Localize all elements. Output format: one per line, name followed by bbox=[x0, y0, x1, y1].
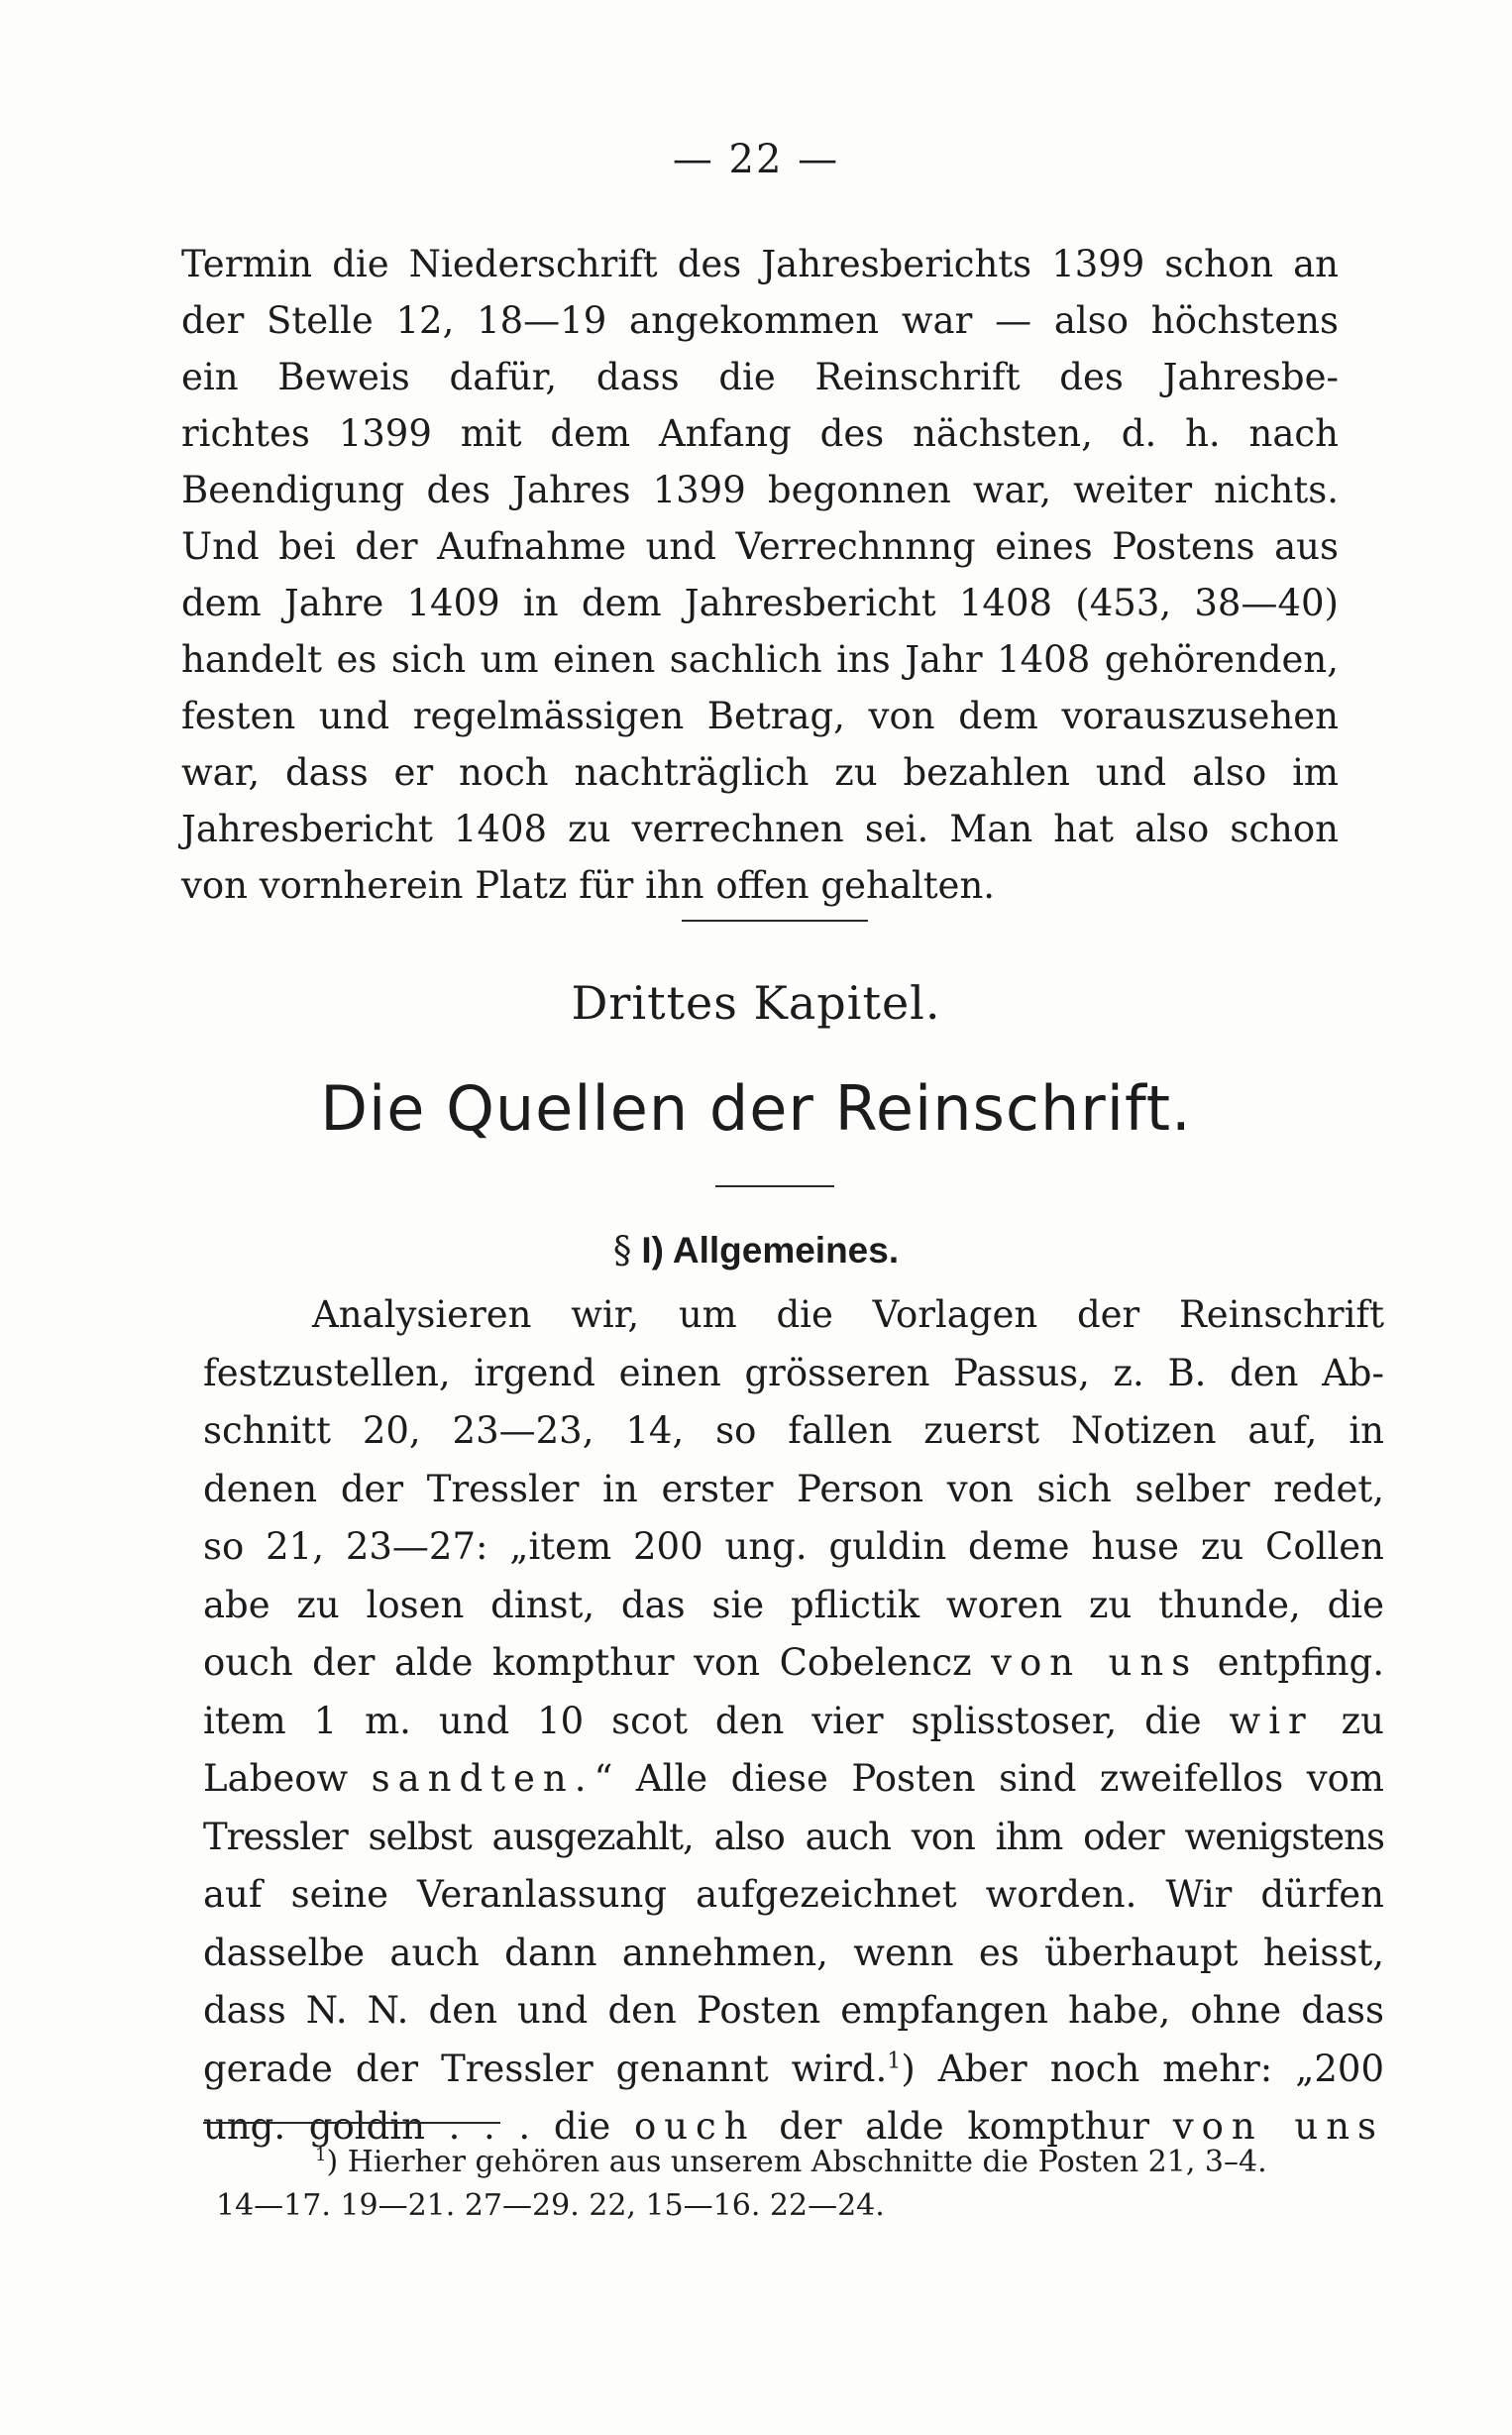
text-line: festzustellen, irgend einen grösseren Passus, z. B. den Ab- bbox=[203, 1351, 1384, 1394]
emphasis-spaced: ouch bbox=[633, 2105, 756, 2148]
page-number: — 22 — bbox=[672, 137, 840, 182]
text-line: richtes 1399 mit dem Anfang des nächsten, d. h. nach bbox=[181, 412, 1339, 455]
text-line: dem Jahre 1409 in dem Jahresbericht 1408 (453, 38—40) bbox=[181, 582, 1339, 624]
footnote-line: 14—17. 19—21. 27—29. 22, 15—16. 22—24. bbox=[216, 2188, 885, 2223]
text-line: auf seine Veranlassung aufgezeichnet worden. Wir dürfen bbox=[203, 1873, 1384, 1916]
section-heading bbox=[0, 1229, 1512, 1272]
text-line: war, dass er noch nachträglich zu bezahlen und also im bbox=[181, 751, 1339, 794]
text-run: ) Aber noch mehr: „200 bbox=[901, 2047, 1384, 2090]
footnote-text: ) Hierher gehören aus unserem Abschnitte die Posten 21, 3–4. bbox=[326, 2145, 1267, 2179]
text-line: handelt es sich um einen sachlich ins Jahr 1408 gehörenden, bbox=[181, 638, 1339, 681]
footnote bbox=[216, 2141, 1385, 2228]
text-line: der Stelle 12, 18—19 angekommen war — also höchstens bbox=[181, 299, 1339, 342]
text-line: denen der Tressler in erster Person von sich selber redet, bbox=[203, 1467, 1384, 1510]
text-line bbox=[203, 1693, 1384, 1751]
text-line: abe zu losen dinst, das sie pflictik woren zu thunde, die bbox=[203, 1583, 1384, 1626]
section-title: I) Allgemeines. bbox=[641, 1230, 900, 1271]
text-run: zu bbox=[1313, 1699, 1384, 1742]
text-line: schnitt 20, 23—23, 14, so fallen zuerst Notizen auf, in bbox=[203, 1409, 1384, 1452]
text-line bbox=[203, 1634, 1384, 1693]
chapter-label: Drittes Kapitel. bbox=[571, 976, 941, 1030]
emphasis-spaced: sandten. bbox=[371, 1757, 594, 1800]
paragraph-2 bbox=[203, 1286, 1384, 2157]
text-line bbox=[203, 2041, 1384, 2099]
divider-rule bbox=[682, 920, 868, 922]
text-line: dass N. N. den und den Posten empfangen habe, ohne dass bbox=[203, 1989, 1384, 2032]
text-run: der alde kompthur bbox=[755, 2105, 1173, 2148]
emphasis-spaced: von uns bbox=[991, 1641, 1199, 1684]
paragraph-1 bbox=[181, 236, 1339, 914]
emphasis-spaced: von uns bbox=[1172, 2105, 1385, 2148]
divider-rule bbox=[715, 1185, 834, 1187]
footnote-rule bbox=[203, 2122, 500, 2124]
text-line: dasselbe auch dann annehmen, wenn es überhaupt heisst, bbox=[203, 1931, 1384, 1974]
text-line: Termin die Niederschrift des Jahresberichts 1399 schon an bbox=[181, 243, 1339, 285]
footnote-marker: 1 bbox=[315, 2145, 327, 2165]
text-line: so 21, 23—27: „item 200 ung. guldin deme huse zu Collen bbox=[203, 1525, 1384, 1568]
text-run: item 1 m. und 10 scot den vier splisstoser, die bbox=[203, 1699, 1230, 1742]
text-run: “ Alle diese Posten sind zweifellos vom bbox=[594, 1757, 1384, 1800]
footnote-line bbox=[216, 2141, 1385, 2184]
text-line: ein Beweis dafür, dass die Reinschrift des Jahresbe- bbox=[181, 356, 1339, 398]
text-run: ung. goldin . . . die bbox=[203, 2105, 634, 2148]
text-line: Jahresbericht 1408 zu verrechnen sei. Man hat also schon bbox=[181, 808, 1339, 850]
text-line bbox=[203, 1750, 1384, 1809]
text-line: Beendigung des Jahres 1399 begonnen war, weiter nichts. bbox=[181, 469, 1339, 511]
text-line: Tressler selbst ausgezahlt, also auch von ihm oder wenigstens bbox=[203, 1815, 1384, 1858]
text-run: Labeow bbox=[203, 1757, 372, 1800]
chapter-title: Die Quellen der Reinschrift. bbox=[320, 1072, 1192, 1145]
text-line: Und bei der Aufnahme und Verrechnnng eines Postens aus bbox=[181, 525, 1339, 568]
text-line: Analysieren wir, um die Vorlagen der Reinschrift bbox=[312, 1293, 1384, 1336]
text-line: festen und regelmässigen Betrag, von dem vorauszusehen bbox=[181, 695, 1339, 737]
emphasis-spaced: wir bbox=[1229, 1699, 1314, 1742]
text-run: ouch der alde kompthur von Cobelencz bbox=[203, 1641, 992, 1684]
footnote-ref: 1 bbox=[887, 2048, 902, 2074]
text-run: entpfing. bbox=[1198, 1641, 1384, 1684]
section-sign: § bbox=[612, 1229, 632, 1272]
text-line: von vornherein Platz für ihn offen gehalten. bbox=[181, 864, 996, 907]
text-run: gerade der Tressler genannt wird. bbox=[203, 2047, 888, 2090]
